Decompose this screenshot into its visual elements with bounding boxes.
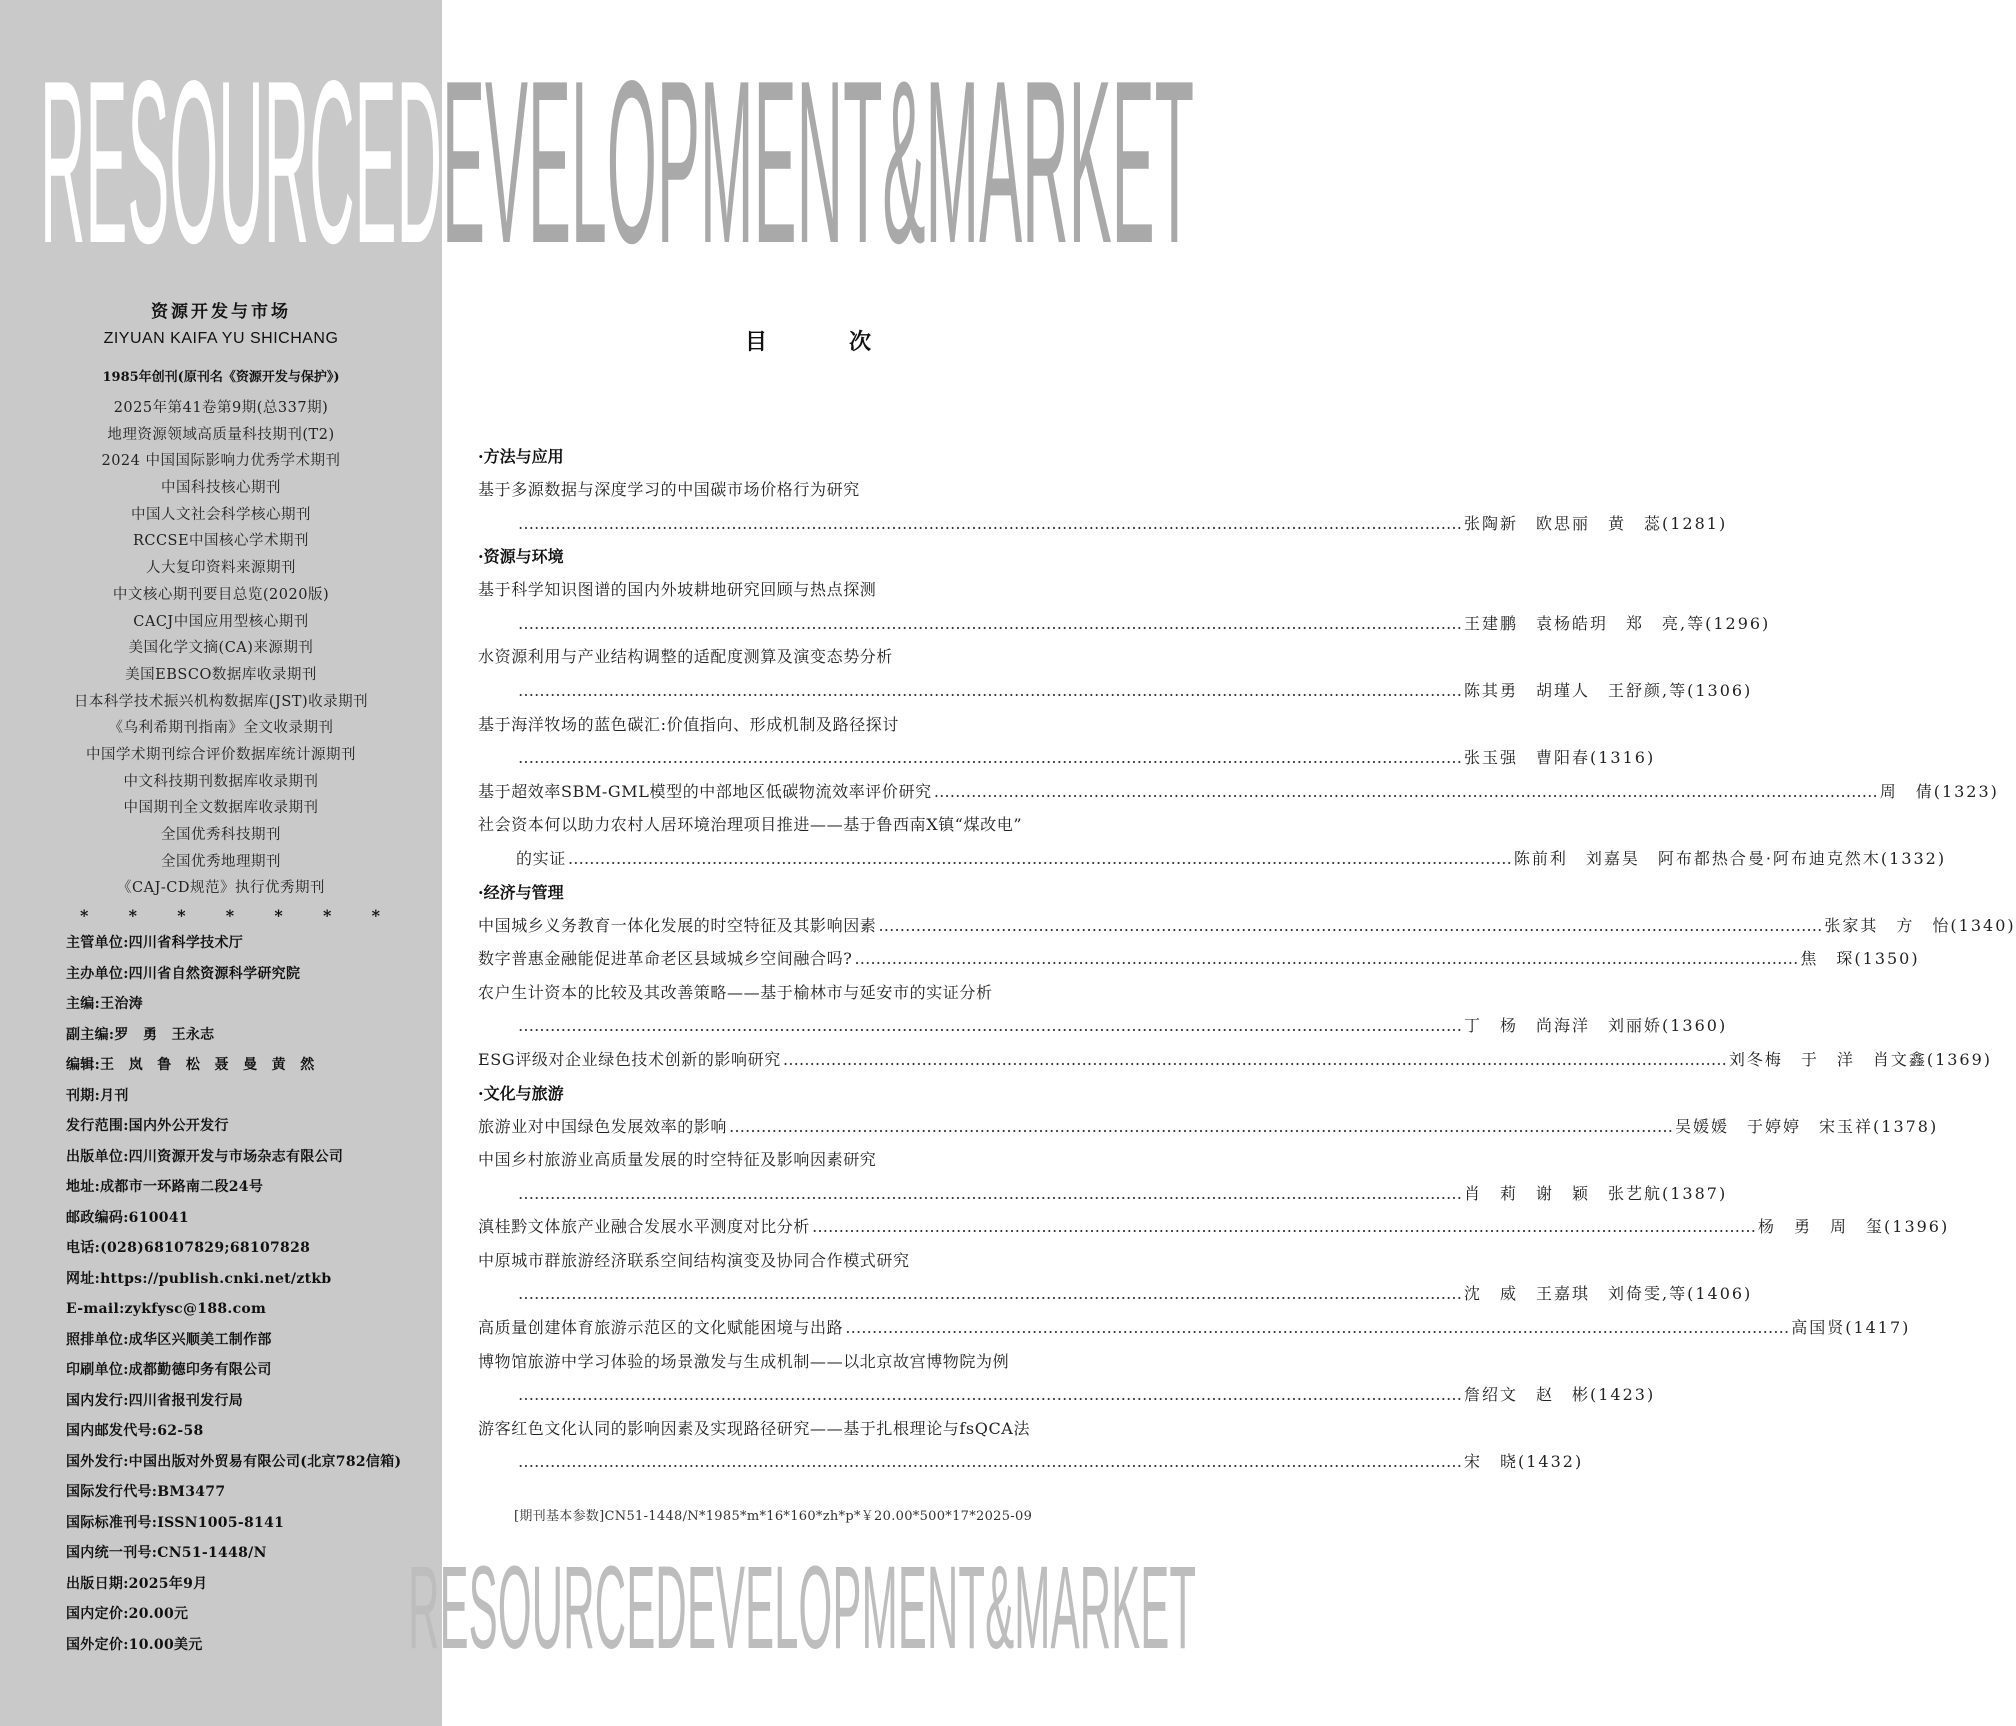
info-item: 出版单位:四川资源开发与市场杂志有限公司	[66, 1148, 344, 1165]
toc-heading: 目 次	[745, 329, 902, 355]
masthead-text-right: EVELOPMENT&MARKET	[442, 33, 1194, 292]
article-authors: 焦 琛(1350)	[1800, 949, 1920, 969]
info-item: 电话:(028)68107829;68107828	[66, 1240, 311, 1256]
article-title: 旅游业对中国绿色发展效率的影响	[478, 1116, 728, 1136]
masthead-banner	[0, 20, 1200, 292]
star: *	[80, 906, 89, 925]
honor-item: 中国人文社会科学核心期刊	[131, 506, 311, 523]
leader-dots	[845, 1311, 1789, 1345]
info-item: 主办单位:四川省自然资源科学研究院	[66, 965, 301, 982]
leader-dots	[878, 909, 1822, 943]
star: *	[177, 906, 186, 925]
journal-parameters: [期刊基本参数]CN51-1448/N*1985*m*16*160*zh*p*￥20.00*500*17*2025-09	[514, 1509, 1033, 1524]
star: *	[371, 906, 380, 925]
article-title[interactable]: 社会资本何以助力农村人居环境治理项目推进——基于鲁西南X镇“煤改电”	[478, 815, 1023, 835]
honor-item: 《CAJ-CD规范》执行优秀期刊	[117, 880, 325, 897]
info-item: 照排单位:成华区兴顺美工制作部	[66, 1331, 272, 1348]
journal-title: 资源开发与市场	[151, 302, 291, 322]
article-entry[interactable]	[478, 607, 1771, 641]
article-entry[interactable]	[478, 1043, 1993, 1077]
article-title: 高质量创建体育旅游示范区的文化赋能困境与出路	[478, 1318, 844, 1338]
info-item: E-mail:zykfysc@188.com	[66, 1301, 267, 1317]
article-entry[interactable]	[478, 1110, 1939, 1144]
article-title: 基于超效率SBM-GML模型的中部地区低碳物流效率评价研究	[478, 781, 932, 801]
leader-dots	[854, 942, 1798, 976]
info-item: 国外定价:10.00美元	[66, 1636, 203, 1653]
honor-item: 中文核心期刊要目总览(2020版)	[112, 586, 330, 603]
section-heading: ·方法与应用	[478, 447, 564, 466]
article-authors: 陈其勇 胡瑾人 王舒颜,等(1306)	[1464, 680, 1753, 700]
info-item: 地址:成都市一环路南二段24号	[66, 1179, 264, 1195]
article-entry[interactable]	[478, 674, 1753, 708]
honor-item: 全国优秀科技期刊	[161, 827, 281, 843]
honor-item: 美国化学文摘(CA)来源期刊	[128, 640, 314, 657]
article-authors: 王建鹏 袁杨皓玥 郑 亮,等(1296)	[1464, 613, 1771, 633]
founded-note: 1985年创刊(原刊名《资源开发与保护》)	[102, 370, 340, 385]
article-entry[interactable]	[478, 842, 1947, 876]
footer-banner	[408, 1542, 1200, 1674]
honor-item: 全国优秀地理期刊	[161, 853, 281, 870]
leader-dots	[934, 775, 1878, 809]
section-heading: ·文化与旅游	[478, 1083, 564, 1103]
table-of-contents	[478, 440, 2016, 1479]
leader-dots	[518, 507, 1462, 541]
article-authors: 周 倩(1323)	[1879, 781, 1999, 801]
star: *	[322, 906, 332, 925]
honor-item: 2024 中国国际影响力优秀学术期刊	[101, 453, 341, 470]
honor-item: 中国科技核心期刊	[161, 480, 281, 497]
article-entry[interactable]	[478, 909, 2016, 943]
article-title[interactable]: 中原城市群旅游经济联系空间结构演变及协同合作模式研究	[478, 1250, 910, 1270]
leader-dots	[518, 1177, 1462, 1211]
article-authors: 丁 杨 尚海洋 刘丽娇(1360)	[1464, 1016, 1728, 1036]
info-item: 主管单位:四川省科学技术厅	[66, 935, 244, 951]
leader-dots	[518, 1378, 1462, 1412]
article-title-cont: 的实证	[516, 848, 566, 868]
leader-dots	[812, 1210, 1756, 1244]
info-item: 发行范围:国内外公开发行	[66, 1118, 229, 1134]
info-item: 刊期:月刊	[66, 1087, 129, 1104]
article-authors: 詹绍文 赵 彬(1423)	[1464, 1385, 1656, 1405]
honor-item: 美国EBSCO数据库收录期刊	[125, 666, 317, 683]
section-heading: ·经济与管理	[478, 882, 564, 902]
leader-dots	[518, 1009, 1462, 1043]
info-item: 国内统一刊号:CN51-1448/N	[66, 1545, 267, 1561]
article-authors: 陈前利 刘嘉昊 阿布都热合曼·阿布迪克然木(1332)	[1513, 848, 1947, 868]
article-authors: 刘冬梅 于 洋 肖文鑫(1369)	[1728, 1049, 1993, 1069]
info-item: 国内发行:四川省报刊发行局	[66, 1392, 244, 1409]
leader-dots	[518, 741, 1462, 775]
star: *	[274, 906, 283, 925]
honor-item: 《乌利希期刊指南》全文收录期刊	[108, 720, 334, 737]
article-entry[interactable]	[478, 1210, 1950, 1244]
article-authors: 肖 莉 谢 颖 张艺航(1387)	[1464, 1183, 1728, 1203]
masthead-right	[442, 20, 1200, 292]
article-authors: 张玉强 曹阳春(1316)	[1464, 748, 1656, 768]
star-divider	[80, 906, 380, 925]
article-authors: 高国贤(1417)	[1791, 1318, 1911, 1338]
section-heading: ·资源与环境	[478, 547, 564, 567]
article-authors: 杨 勇 周 玺(1396)	[1758, 1217, 1950, 1237]
info-item: 国内定价:20.00元	[66, 1606, 189, 1622]
article-entry[interactable]	[478, 741, 1656, 775]
honor-item: 中文科技期刊数据库收录期刊	[123, 773, 319, 790]
article-title: ESG评级对企业绿色技术创新的影响研究	[478, 1049, 781, 1069]
honor-item: 2025年第41卷第9期(总337期)	[113, 400, 329, 416]
info-item: 邮政编码:610041	[66, 1209, 189, 1226]
article-title: 滇桂黔文体旅产业融合发展水平测度对比分析	[478, 1217, 811, 1237]
honor-item: 人大复印资料来源期刊	[146, 560, 296, 577]
honor-item: 中国期刊全文数据库收录期刊	[123, 800, 319, 817]
honor-item: CACJ中国应用型核心期刊	[133, 613, 309, 630]
info-item: 网址:https://publish.cnki.net/ztkb	[66, 1270, 332, 1287]
info-item: 主编:王治涛	[66, 996, 143, 1012]
article-title[interactable]: 博物馆旅游中学习体验的场景激发与生成机制——以北京故宫博物院为例	[478, 1351, 1010, 1371]
info-item: 国际标准刊号:ISSN1005-8141	[66, 1514, 285, 1531]
article-title[interactable]: 游客红色文化认同的影响因素及实现路径研究——基于扎根理论与fsQCA法	[478, 1418, 1031, 1438]
article-entry[interactable]	[478, 1445, 1584, 1479]
article-entry[interactable]	[478, 775, 1999, 809]
info-item: 印刷单位:成都勤德印务有限公司	[66, 1362, 272, 1378]
article-authors: 张陶新 欧思丽 黄 蕊(1281)	[1464, 513, 1728, 533]
article-entry[interactable]	[478, 1378, 1656, 1412]
info-item: 出版日期:2025年9月	[66, 1575, 208, 1592]
leader-dots	[783, 1043, 1727, 1077]
honor-item: 地理资源领域高质量科技期刊(T2)	[107, 426, 335, 443]
article-entry[interactable]	[478, 1009, 1728, 1043]
info-item: 国际发行代号:BM3477	[66, 1484, 226, 1500]
leader-dots	[568, 842, 1512, 876]
leader-dots	[518, 1445, 1462, 1479]
journal-pinyin: ZIYUAN KAIFA YU SHICHANG	[103, 330, 339, 347]
leader-dots	[729, 1110, 1673, 1144]
masthead-text-left: RESOURCED	[40, 33, 442, 292]
article-entry[interactable]	[478, 942, 1920, 976]
article-title: 数字普惠金融能促进革命老区县域城乡空间融合吗?	[478, 949, 853, 969]
article-title[interactable]: 农户生计资本的比较及其改善策略——基于榆林市与延安市的实证分析	[478, 982, 993, 1002]
article-authors: 吴媛媛 于婷婷 宋玉祥(1378)	[1675, 1116, 1939, 1136]
article-title[interactable]: 基于多源数据与深度学习的中国碳市场价格行为研究	[478, 480, 860, 499]
masthead-left	[40, 20, 442, 292]
info-item: 国外发行:中国出版对外贸易有限公司(北京782信箱)	[66, 1453, 402, 1470]
info-item: 副主编:罗 勇 王永志	[66, 1026, 215, 1043]
article-entry[interactable]	[478, 1311, 1911, 1345]
article-entry[interactable]	[478, 1277, 1753, 1311]
article-title: 中国城乡义务教育一体化发展的时空特征及其影响因素	[478, 915, 877, 935]
article-title[interactable]: 中国乡村旅游业高质量发展的时空特征及影响因素研究	[478, 1150, 877, 1170]
leader-dots	[518, 674, 1462, 708]
article-title[interactable]: 基于科学知识图谱的国内外坡耕地研究回顾与热点探测	[478, 580, 877, 600]
star: *	[128, 906, 137, 925]
leader-dots	[518, 607, 1462, 641]
article-entry[interactable]	[478, 507, 1728, 541]
honor-item: 日本科学技术振兴机构数据库(JST)收录期刊	[73, 693, 369, 710]
honors-list	[0, 395, 442, 902]
article-entry[interactable]	[478, 1177, 1728, 1211]
article-title[interactable]: 基于海洋牧场的蓝色碳汇:价值指向、形成机制及路径探讨	[478, 714, 899, 734]
leader-dots	[518, 1277, 1462, 1311]
footer-banner-text: RESOURCEDEVELOPMENT&MARKET	[408, 1542, 1196, 1674]
publication-info	[66, 928, 442, 1660]
honor-item: RCCSE中国核心学术期刊	[132, 533, 310, 550]
article-authors: 宋 晓(1432)	[1464, 1452, 1584, 1472]
info-item: 国内邮发代号:62-58	[66, 1423, 204, 1439]
info-item: 编辑:王 岚 鲁 松 聂 曼 黄 然	[66, 1057, 315, 1073]
honor-item: 中国学术期刊综合评价数据库统计源期刊	[86, 746, 356, 763]
star: *	[225, 906, 235, 925]
article-authors: 张家其 方 怡(1340)	[1824, 915, 2016, 935]
article-title[interactable]: 水资源利用与产业结构调整的适配度测算及演变态势分析	[478, 647, 894, 667]
article-authors: 沈 威 王嘉琪 刘倚雯,等(1406)	[1464, 1284, 1753, 1304]
